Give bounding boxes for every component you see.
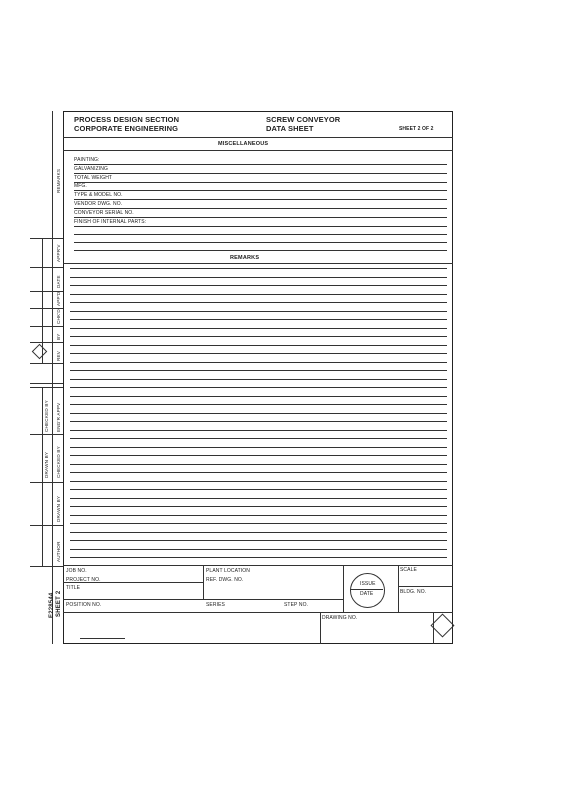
remarks-line[interactable]: [70, 464, 447, 465]
side-rule: [30, 525, 63, 526]
misc-field-line[interactable]: [74, 173, 447, 174]
remarks-line[interactable]: [70, 540, 447, 541]
remarks-line[interactable]: [70, 523, 447, 524]
remarks-line[interactable]: [70, 413, 447, 414]
form-sheet-number: SHEET 2: [56, 590, 62, 617]
revision-column-label: APPR'V: [56, 244, 61, 262]
revision-column-label: DATE: [56, 275, 61, 288]
remarks-title-divider: [63, 263, 453, 264]
signature-column-label: DRAWN BY: [44, 451, 49, 478]
misc-field-line[interactable]: [74, 226, 447, 227]
title-block-top: [63, 565, 453, 566]
remarks-line[interactable]: [70, 353, 447, 354]
remarks-line[interactable]: [70, 447, 447, 448]
misc-blank-line[interactable]: [74, 242, 447, 243]
misc-field-label: MFG.: [74, 183, 87, 190]
revision-column-label: BY: [56, 333, 61, 340]
remarks-line[interactable]: [70, 489, 447, 490]
remarks-line[interactable]: [70, 379, 447, 380]
title-label: TITLE: [66, 585, 81, 591]
side-rule: [30, 363, 63, 364]
misc-title-divider: [63, 150, 453, 151]
signature-column-label: CHECKED BY: [44, 400, 49, 432]
side-rule: [30, 434, 63, 435]
remarks-line[interactable]: [70, 506, 447, 507]
misc-field-line[interactable]: [74, 164, 447, 165]
signature-column-label: CHECKED BY: [56, 446, 61, 478]
signature-column-label: DRAWN BY: [56, 495, 61, 522]
remarks-line[interactable]: [70, 387, 447, 388]
side-rule: [30, 482, 63, 483]
revision-column-label: REV: [56, 350, 61, 361]
form-number: E228544: [49, 592, 55, 618]
misc-field-line[interactable]: [74, 217, 447, 218]
remarks-line[interactable]: [70, 311, 447, 312]
misc-field-label: GALVANIZING: [74, 165, 108, 172]
misc-field-line[interactable]: [74, 199, 447, 200]
remarks-line[interactable]: [70, 319, 447, 320]
revision-diamond-icon: [32, 344, 48, 360]
header-divider: [63, 137, 453, 138]
title-block-short-rule: [80, 638, 125, 639]
sheet-number: SHEET 2 OF 2: [399, 126, 434, 132]
misc-blank-line[interactable]: [74, 234, 447, 235]
remarks-line[interactable]: [70, 336, 447, 337]
remarks-line[interactable]: [70, 498, 447, 499]
revision-column-label: APP'D: [56, 291, 61, 306]
remarks-line[interactable]: [70, 294, 447, 295]
remarks-line[interactable]: [70, 328, 447, 329]
plant-location-label: PLANT LOCATION: [206, 568, 251, 574]
remarks-line[interactable]: [70, 472, 447, 473]
side-remarks-label: REMARKS: [56, 168, 61, 193]
side-rule: [30, 342, 63, 343]
title-block-col: [343, 565, 344, 612]
remarks-line[interactable]: [70, 362, 447, 363]
series-label: SERIES: [206, 602, 225, 608]
ref-dwg-no-label: REF. DWG. NO.: [206, 577, 244, 583]
title-block-col: [398, 565, 399, 612]
side-rule: [30, 387, 63, 388]
remarks-line[interactable]: [70, 421, 447, 422]
remarks-line[interactable]: [70, 302, 447, 303]
remarks-line[interactable]: [70, 430, 447, 431]
header-doc-subtitle: DATA SHEET: [266, 124, 314, 133]
header-section: PROCESS DESIGN SECTION: [74, 115, 180, 124]
misc-field-line[interactable]: [74, 208, 447, 209]
remarks-line[interactable]: [70, 285, 447, 286]
remarks-line[interactable]: [70, 404, 447, 405]
misc-blank-line[interactable]: [74, 250, 447, 251]
date-label: DATE: [360, 591, 374, 597]
remarks-line[interactable]: [70, 532, 447, 533]
misc-field-label: PAINTING:: [74, 157, 100, 163]
title-block-row: [63, 599, 343, 600]
misc-field-line[interactable]: [74, 190, 447, 191]
remarks-line[interactable]: [70, 481, 447, 482]
side-rule-vertical: [42, 238, 43, 363]
side-rule: [30, 383, 63, 384]
title-block-row: [398, 586, 453, 587]
revision-column-label: CHK'D: [56, 309, 61, 324]
title-block-row: [63, 612, 453, 613]
job-no-label: JOB NO.: [66, 568, 87, 574]
scale-label: SCALE: [400, 567, 417, 573]
side-rule: [30, 566, 63, 567]
header-department: CORPORATE ENGINEERING: [74, 124, 179, 133]
drawing-no-label: DRAWING NO.: [322, 615, 358, 621]
remarks-line[interactable]: [70, 370, 447, 371]
title-block-col: [320, 612, 321, 644]
remarks-line[interactable]: [70, 277, 447, 278]
side-rule: [30, 238, 63, 239]
misc-field-label: VENDOR DWG. NO.: [74, 201, 123, 207]
remarks-line[interactable]: [70, 549, 447, 550]
bldg-no-label: BLDG. NO.: [400, 589, 427, 595]
position-no-label: POSITION NO.: [66, 602, 102, 608]
remarks-title: REMARKS: [230, 255, 260, 261]
signature-column-label: ENG'R APPV: [56, 402, 61, 432]
misc-field-label: TOTAL WEIGHT: [74, 174, 113, 181]
issue-label: ISSUE: [360, 581, 376, 587]
remarks-line[interactable]: [70, 345, 447, 346]
title-block-col: [203, 565, 204, 599]
misc-field-line[interactable]: [74, 182, 447, 183]
misc-field-label: TYPE & MODEL NO.: [74, 192, 123, 199]
remarks-line[interactable]: [70, 396, 447, 397]
step-no-label: STEP NO.: [284, 602, 309, 608]
side-rule: [30, 267, 63, 268]
project-no-label: PROJECT NO.: [66, 577, 101, 583]
misc-field-label: FINISH OF INTERNAL PARTS:: [74, 218, 147, 225]
remarks-line[interactable]: [70, 438, 447, 439]
signature-column-label: AUTHOR: [56, 541, 61, 562]
header-doc-title: SCREW CONVEYOR: [266, 115, 341, 124]
misc-field-label: CONVEYOR SERIAL NO.: [74, 209, 134, 216]
side-rule: [30, 326, 63, 327]
remarks-line[interactable]: [70, 455, 447, 456]
remarks-line[interactable]: [70, 515, 447, 516]
remarks-line[interactable]: [70, 268, 447, 269]
left-margin-rule: [52, 111, 53, 644]
remarks-line[interactable]: [70, 557, 447, 558]
side-rule-vertical: [42, 387, 43, 566]
issue-date-divider: [350, 589, 383, 590]
misc-title: MISCELLANEOUS: [218, 141, 269, 147]
